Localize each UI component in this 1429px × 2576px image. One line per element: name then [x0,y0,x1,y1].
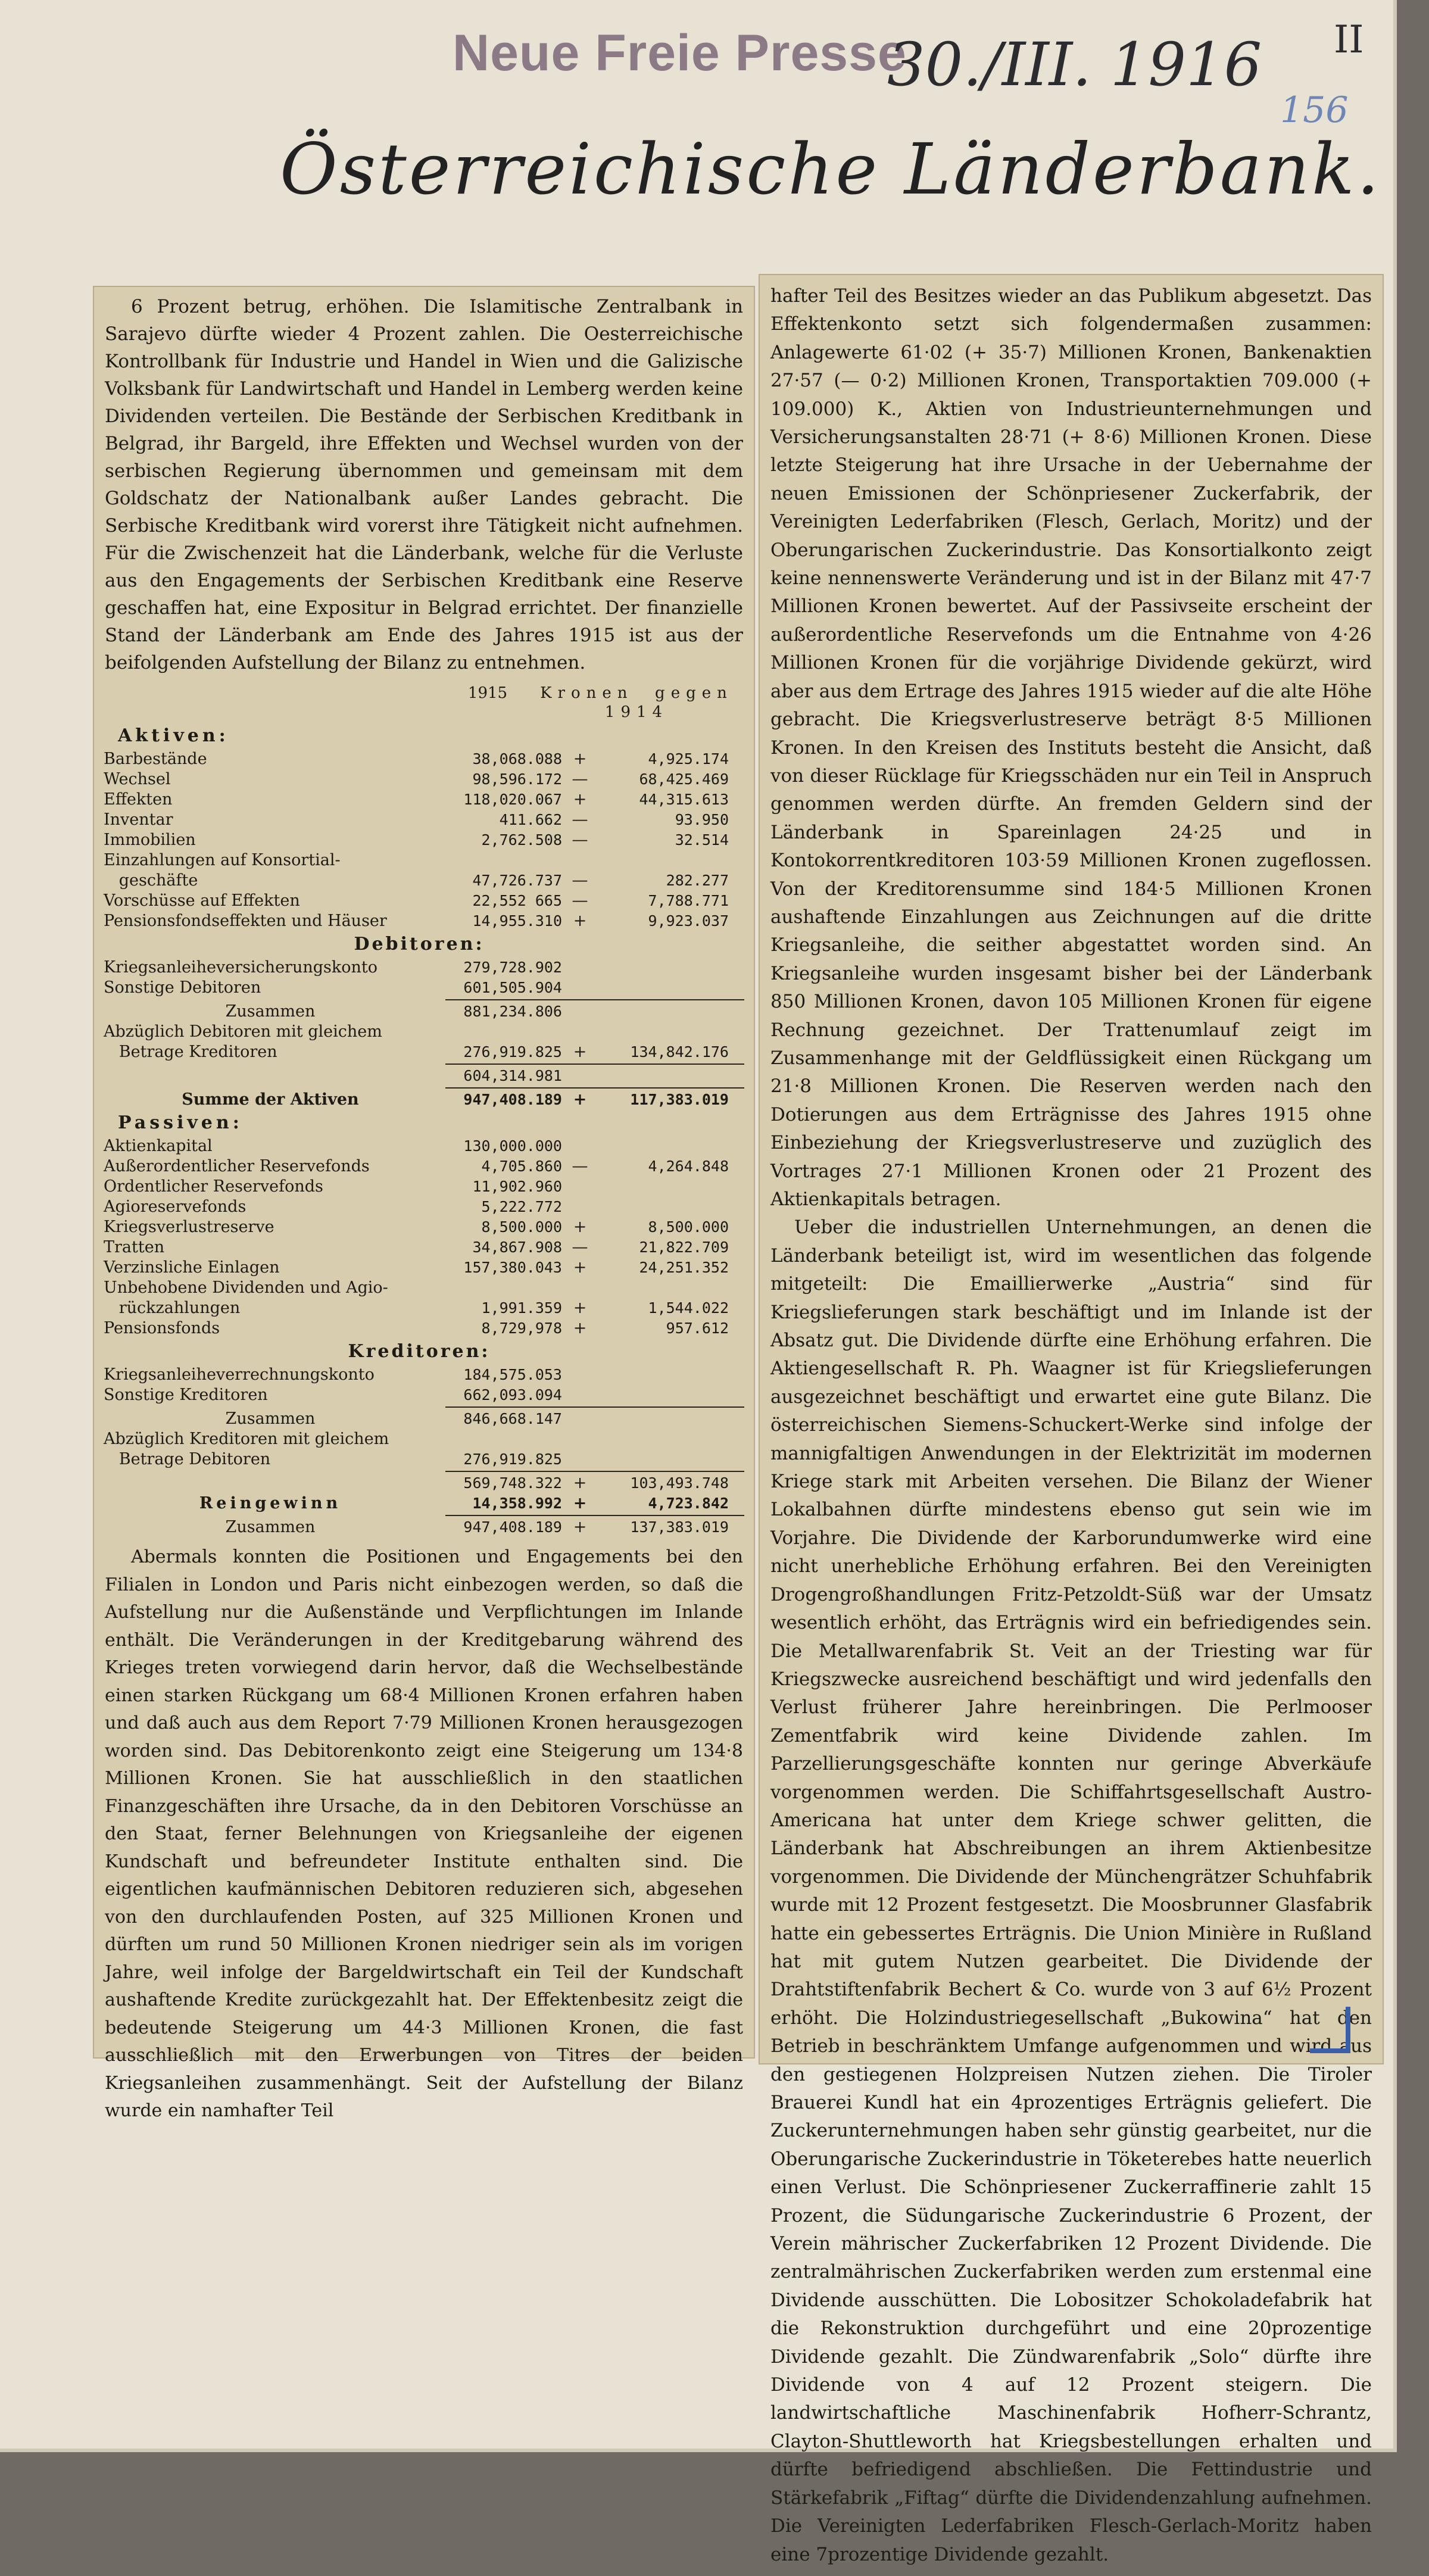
row-label: Barbestände [104,750,207,768]
left-clipping [94,287,754,2121]
row-sign: — [572,871,588,890]
row-sign: — [572,810,588,829]
row-value-1915: 947,408.189 [463,1091,562,1108]
row-value-1915: 34,867.908 [472,1239,562,1256]
row-value-1915: 11,902.960 [472,1178,562,1195]
roman-numeral-mark: II [1334,18,1364,62]
row-value-1915: 411.662 [499,811,562,828]
row-label: Unbehobene Dividenden und Agio- rückzahlungen [104,1278,388,1317]
aktiven-table [94,749,754,931]
row-value-change: 4,925.174 [648,750,729,768]
handwritten-date: 30./III. 1916 [887,30,1262,99]
row-value-1915: 157,380.043 [463,1259,562,1276]
intro-text: 6 Prozent betrug, erhöhen. Die Islamitische Zentralbank in Sarajevo dürfte wieder 4 Prozent zahlen. Die Oesterreichische Kontrollbank für Industrie und Handel in Wien und die Galizische Volksbank für Landwirtschaft und Handel in Lemberg werden keine Dividenden verteilen. Die Bestände der Serbischen Kreditbank in Belgrad, ihr Bargeld, ihre Effekten und Wechsel wurden von der serbischen Regierung übernommen und gemeinsam mit dem Goldschatz der Nationalbank außer Landes gebracht. Die Serbische Kreditbank wird vorerst ihre Tätigkeit nicht aufnehmen. Für die Zwischenzeit hat die Länderbank, welche für die Verluste aus den Engagements der Serbischen Kreditbank eine Reserve geschaffen hat, eine Expositur in Belgrad errichtet. Der finanzielle Stand der Länderbank am Ende des Jahres 1915 ist aus der beifolgenden Aufstellung der Bilanz zu entnehmen. [105,296,743,673]
industrie-paragraph: Ueber die industriellen Unternehmungen, an denen die Länderbank beteiligt ist, wird im wesentlichen das folgende mitgeteilt: Die Emaillierwerke „Austria“ sind für Kriegslieferungen stark beschäftigt und im Inlande ist der Absatz gut. Die Dividende dürfte eine Erhöhung erfahren. Die Aktiengesellschaft R. Ph. Waagner ist für Kriegslieferungen ausgezeichnet beschäftigt und erwartet eine gute Bilanz. Die österreichischen Siemens-Schuckert-Werke sind infolge der mannigfaltigen Anwendungen in der Elektrizität im modernen Kriege stark mit Arbeiten versehen. Die Bilanz der Wiener Lokalbahnen dürfte mindestens ebenso gut sein wie im Vorjahre. Die Dividende der Karborundumwerke wird eine nicht unerhebliche Erhöhung erfahren. Bei den Vereinigten Drogengroßhandlungen Fritz-Petzoldt-Süß war der Umsatz wesentlich erhöht, das Erträgnis wird ein befriedigendes sein. Die Metallwarenfabrik St. Veit an der Triesting war für Kriegszwecke ausreichend beschäftigt und wird jedenfalls den Verlust früherer Jahre hereinbringen. Die Perlmooser Zementfabrik wird keine Dividende zahlen. Im Parzellierungsgeschäfte konnten nur geringe Abverkäufe vorgenommen werden. Die Schiffahrtsgesellschaft Austro-Americana hat unter dem Kriege schwer gelitten, die Länderbank hat Abschreibungen an ihrem Aktienbesitze vorgenommen. Die Dividende der Münchengrätzer Schuhfabrik wurde mit 12 Prozent festgesetzt. Die Moosbrunner Glasfabrik hatte ein gebessertes Erträgnis. Die Union Minière in Rußland hat mit gutem Nutzen gearbeitet. Die Dividende der Drahtstiftenfabrik Bechert & Co. wurde von 3 auf 6½ Prozent erhöht. Die Holzindustriegesellschaft „Bukowina“ hat den Betrieb in beschränktem Umfange aufgenommen und wird aus den gestiegenen Holzpreisen Nutzen ziehen. Die Tiroler Brauerei Kundl hat ein 4prozentiges Erträgnis geliefert. Die Zuckerunternehmungen haben sehr günstig gearbeitet, nur die Oberungarische Zuckerindustrie in Töketerebes hatte neuerlich einen Verlust. Die Schönpriesener Zuckerraffinerie zahlt 15 Prozent, die Südungarische Zuckerindustrie 6 Prozent, der Verein mährischer Zuckerfabriken 12 Prozent Dividende. Die zentralmährischen Zuckerfabriken werden zum erstenmal eine Dividende ausschütten. Die Lobositzer Schokoladefabrik hat die Rekonstruktion durchgeführt und eine 20prozentige Dividende gezahlt. Die Zündwarenfabrik „Solo“ dürfte ihre Dividende von 4 auf 12 Prozent steigern. Die landwirtschaftliche Maschinenfabrik Hofherr-Schrantz, Clayton-Shuttleworth hat Kriegsbestellungen erhalten und dürfte befriedigend abschließen. Die Fettindustrie und Stärkefabrik „Fiftag“ dürfte die Dividendenzahlung aufnehmen. Die Vereinigten Lederfabriken Flesch-Gerlach-Moritz haben eine 7prozentige Dividende gezahlt. [770,1217,1372,2565]
row-value-change: 8,500.000 [648,1218,729,1236]
kreditoren-table [94,1365,754,1405]
row-value-change: 4,264.848 [648,1158,729,1175]
row-sign: + [573,1494,587,1512]
row-sign: — [572,770,588,788]
row-label: Pensionsfondseffekten und Häuser [104,912,387,930]
col-kronen: Kronen [540,684,634,702]
table-row [94,850,754,891]
row-value-1915: 2,762.508 [481,831,562,849]
row-value-change: 44,315.613 [639,791,729,808]
table-row [94,1217,754,1237]
row-label: Abzüglich Kreditoren mit gleichem Betrage Debitoren [104,1430,389,1468]
row-value-change: 117,383.019 [630,1091,729,1108]
col-kronen-gegen [538,684,735,722]
row-value-1915: 604,314.981 [463,1067,562,1084]
col-1915: 1915 [467,684,508,702]
row-label: Inventar [104,810,173,829]
table-row [94,1136,754,1156]
table-row [94,1197,754,1217]
table-row [94,1517,754,1538]
row-label: Tratten [104,1238,165,1256]
row-value-change: 282.277 [666,872,729,889]
rule [445,999,744,1000]
row-value-1915: 5,222.772 [481,1198,562,1215]
row-value-1915: 98,596.172 [472,771,562,788]
table-row [94,1409,754,1429]
table-row [94,1066,754,1086]
row-label: Effekten [104,790,173,809]
row-label: Pensionsfonds [104,1319,220,1337]
table-row [94,810,754,830]
right-clipping [760,275,1383,2565]
rule [445,1515,744,1516]
table-row [94,911,754,931]
table-row [94,769,754,790]
row-value-1915: 8,729,978 [481,1320,562,1337]
row-label: Kriegsanleiheversicherungskonto [104,958,377,977]
row-value-1915: 947,408.189 [463,1518,562,1536]
passiven-heading: Passiven: [118,1112,243,1133]
rule [445,1064,744,1065]
table-row [94,1237,754,1258]
debitoren-heading: Debitoren: [354,934,485,955]
debitoren-table [94,958,754,998]
row-value-1915: 22,552 665 [472,892,562,909]
row-label: Abzüglich Debitoren mit gleichem Betrage Kreditoren [104,1022,382,1061]
rule [445,1087,744,1089]
row-value-1915: 662,093.094 [463,1386,562,1404]
row-value-change: 7,788.771 [648,892,729,909]
row-label: Kriegsanleiheverrechnungskonto [104,1365,375,1384]
table-row [94,978,754,998]
row-label: Wechsel [104,770,171,788]
table-row [94,1278,754,1318]
rule [445,1471,744,1472]
row-value-1915: 130,000.000 [463,1137,562,1155]
row-value-change: 134,842.176 [630,1043,729,1061]
newspaper-stamp: Neue Freie Presse [453,24,907,82]
row-value-change: 4,723.842 [648,1495,729,1512]
row-sign: — [572,831,588,849]
row-value-change: 137,383.019 [630,1518,729,1536]
row-label: Sonstige Debitoren [104,978,261,997]
table-row [94,891,754,911]
table-row [94,1090,754,1110]
row-label: Summe der Aktiven [182,1090,359,1109]
table-row [94,1473,754,1493]
table-row [94,1385,754,1405]
row-value-1915: 47,726.737 [472,872,562,889]
row-value-change: 93.950 [675,811,729,828]
row-value-1915: 14,955.310 [472,912,562,930]
row-value-1915: 601,505.904 [463,979,562,996]
row-value-change: 9,923.037 [648,912,729,930]
body-text: Abermals konnten die Positionen und Engagements bei den Filialen in London und Paris nicht einbezogen werden, so daß die Aufstellung nur die Außenstände und Verpflichtungen im Inlande enthält. Die Veränderungen in der Kreditgebarung während des Krieges treten vorwiegend darin hervor, daß die Wechselbestände einen starken Rückgang um 68·4 Millionen Kronen erfahren haben und daß auch aus dem Report 7·79 Millionen Kronen herausgezogen worden sind. Das Debitorenkonto zeigt eine Steigerung um 134·8 Millionen Kronen. Sie hat ausschließlich in den staatlichen Finanzgeschäften ihre Ursache, da in den Debitoren Vorschüsse an den Staat, ferner Belehnungen von Kriegsanleihe der eigenen Kundschaft und befreundeter Institute enthalten sind. Die eigentlichen kaufmännischen Debitoren reduzieren sich, abgesehen von den durchlaufenden Posten, auf 325 Millionen Kronen und dürften um rund 50 Millionen Kronen niedriger sein als im vorigen Jahre, weil infolge der Bargeldwirtschaft ein Teil der Kundschaft aushaftende Kredite zurückgezahlt hat. Der Effektenbesitz zeigt die bedeutende Steigerung um 44·3 Millionen Kronen, die fast ausschließlich mit den Erwerbungen von Titres der beiden Kriegsanleihen zusammenhängt. Seit der Aufstellung der Bilanz wurde ein namhafter Teil [105,1546,743,2121]
passiven-table [94,1136,754,1339]
row-label: Zusammen [225,1002,316,1021]
row-value-1915: 118,020.067 [463,791,562,808]
row-label: Vorschüsse auf Effekten [104,891,300,910]
row-value-change: 32.514 [675,831,729,849]
table-row [94,1002,754,1022]
row-value-change: 21,822.709 [639,1239,729,1256]
blue-pencil-mark [1310,2007,1350,2053]
row-value-1915: 569,748.322 [463,1474,562,1492]
balance-header-spacer [104,684,437,722]
row-value-change: 1,544.022 [648,1299,729,1317]
row-sign: + [573,1090,587,1109]
table-row [94,1493,754,1514]
row-label: Ordentlicher Reservefonds [104,1177,323,1196]
row-value-1915: 276,919.825 [463,1043,562,1061]
row-value-1915: 279,728.902 [463,959,562,976]
aktiven-heading: Aktiven: [118,725,229,746]
row-sign: + [573,1299,587,1317]
row-sign: + [573,790,587,809]
kreditoren-heading: Kreditoren: [348,1341,491,1362]
row-sign: — [572,891,588,910]
row-value-1915: 1,991.359 [481,1299,562,1317]
row-label: Zusammen [225,1409,316,1428]
table-row [94,1429,754,1470]
body-paragraph-left [94,1538,754,2131]
row-value-change: 103,493.748 [630,1474,729,1492]
row-sign: + [573,1474,587,1492]
row-label: Reingewinn [199,1494,342,1512]
row-label: Einzahlungen auf Konsortial- geschäfte [104,851,341,890]
table-row [94,1022,754,1062]
row-sign: + [573,1518,587,1536]
row-label: Agioreservefonds [104,1197,247,1216]
row-sign: + [573,750,587,768]
row-sign: + [573,1218,587,1236]
row-value-1915: 276,919.825 [463,1451,562,1468]
row-value-1915: 4,705.860 [481,1158,562,1175]
balance-header [94,682,754,723]
table-row [94,1177,754,1197]
row-sign: + [573,912,587,930]
table-row [94,958,754,978]
page-number: 156 [1280,89,1349,131]
row-value-1915: 38,068.088 [472,750,562,768]
table-row [94,749,754,769]
table-row [94,1156,754,1177]
row-label: Verzinsliche Einlagen [104,1258,280,1277]
row-label: Kriegsverlustreserve [104,1218,274,1236]
row-sign: — [572,1157,588,1175]
row-label: Aktienkapital [104,1137,213,1155]
row-value-1915: 881,234.806 [463,1003,562,1020]
col-gegen: gegen 1914 [604,684,733,721]
table-row [94,1318,754,1339]
rule [445,1406,744,1408]
table-row [94,830,754,850]
row-value-change: 957.612 [666,1320,729,1337]
row-value-change: 24,251.352 [639,1259,729,1276]
row-label: Zusammen [225,1518,316,1536]
row-label: Immobilien [104,831,196,849]
effekten-paragraph: hafter Teil des Besitzes wieder an das Publikum abgesetzt. Das Effektenkonto setzt sich folgendermaßen zusammen: Anlagewerte 61·02 (+ 35·7) Millionen Kronen, Bankenaktien 27·57 (— 0·2) Millionen Kronen, Transportaktien 709.000 (+ 109.000) K., Aktien von Industrieunternehmungen und Versicherungsanstalten 28·71 (+ 8·6) Millionen Kronen. Diese letzte Steigerung hat ihre Ursache in der Uebernahme der neuen Emissionen der Schönpriesener Zuckerfabrik, der Vereinigten Lederfabriken (Flesch, Gerlach, Moritz) und der Oberungarischen Zuckerindustrie. Das Konsortialkonto zeigt keine nennenswerte Veränderung und ist in der Bilanz mit 47·7 Millionen Kronen bewertet. Auf der Passivseite erscheint der außerordentliche Reservefonds um die Entnahme von 4·26 Millionen Kronen für die vorjährige Dividende gekürzt, wird aber aus dem Ertrage des Jahres 1915 wieder auf die alte Höhe gebracht. Die Kriegsverlustreserve beträgt 8·5 Millionen Kronen. In den Kreisen des Instituts besteht die Ansicht, daß von dieser Rücklage für Kriegsschäden nur ein Teil in Anspruch genommen werden dürfte. An fremden Geldern sind der Länderbank in Spareinlagen 24·25 und in Kontokorrentkreditoren 103·59 Millionen Kronen zugeflossen. Von der Kreditorensumme sind 184·5 Millionen Kronen aushaftende Einzahlungen aus Zeichnungen auf die dritte Kriegsanleihe, die seither abgestattet worden sind. An Kriegsanleihe wurden insgesamt bisher bei der Länderbank 850 Millionen Kronen, davon 105 Millionen Kronen für eigene Rechnung gezeichnet. Der Trattenumlauf zeigt im Zusammenhange mit der Geldflüssigkeit einen Rückgang um 21·8 Millionen Kronen. Die Reserven werden nach den Dotierungen aus dem Erträgnisse des Jahres 1915 ohne Einbeziehung der Kriegsverlustreserve und zuzüglich des Vortrages 27·1 Millionen Kronen oder 21 Prozent des Aktienkapitals betragen. [770,285,1372,1210]
right-text [760,275,1383,2576]
row-label: Außerordentlicher Reservefonds [104,1157,370,1175]
table-row [94,1258,754,1278]
row-sign: — [572,1238,588,1256]
row-sign: + [573,1319,587,1337]
intro-paragraph [94,287,754,682]
table-row [94,790,754,810]
row-value-1915: 846,668.147 [463,1410,562,1427]
row-value-1915: 8,500.000 [481,1218,562,1236]
row-sign: + [573,1043,587,1061]
row-value-1915: 184,575.053 [463,1366,562,1383]
row-value-change: 68,425.469 [639,771,729,788]
row-value-1915: 14,358.992 [472,1495,562,1512]
table-row [94,1365,754,1385]
handwritten-title: Österreichische Länderbank. [280,128,1382,210]
row-label: Sonstige Kreditoren [104,1386,268,1404]
row-sign: + [573,1258,587,1277]
